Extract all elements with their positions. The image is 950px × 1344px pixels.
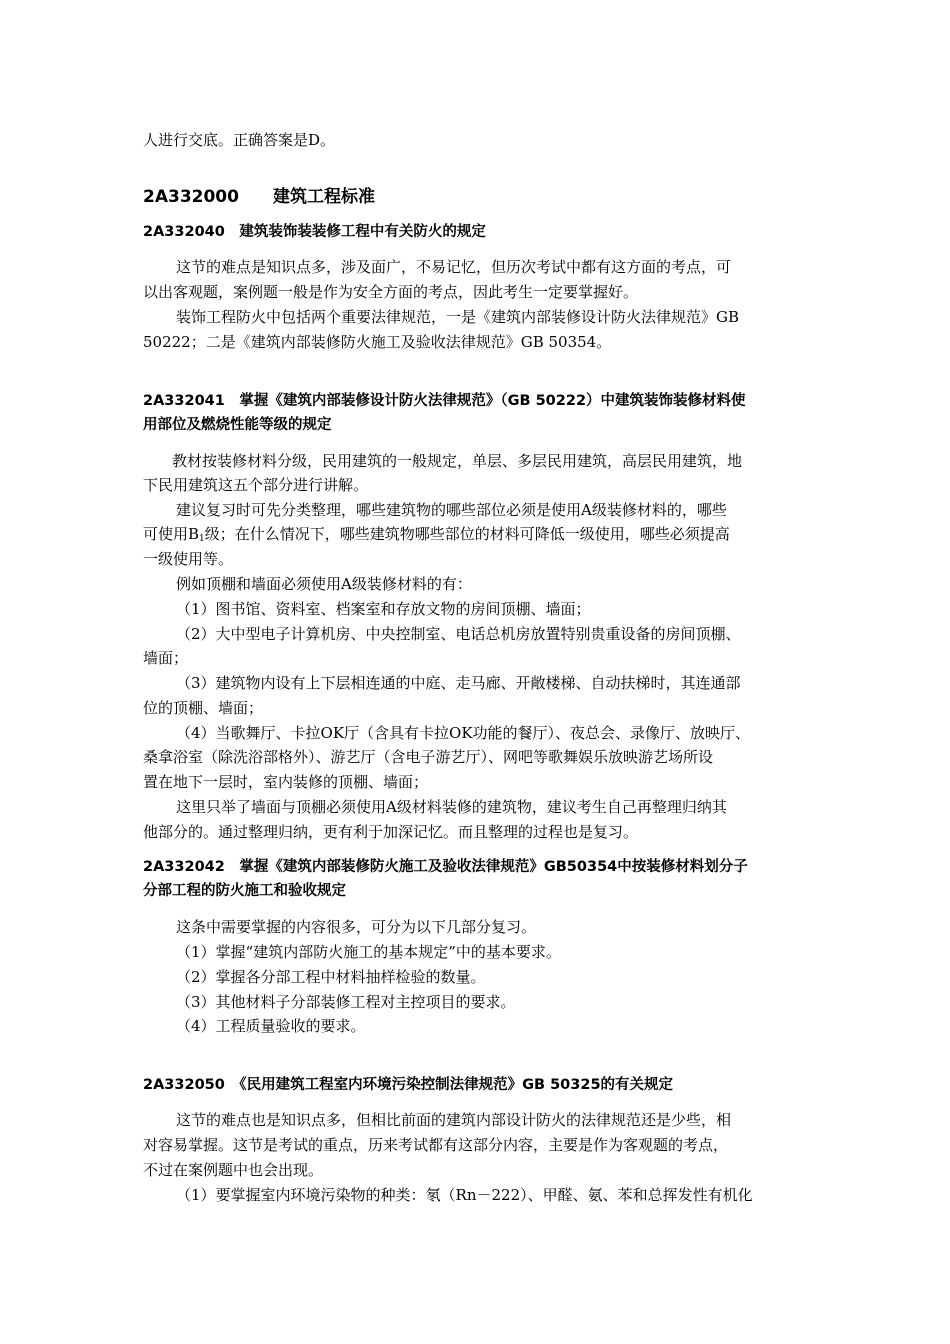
text-line: 这节的难点也是知识点多，但相比前面的建筑内部设计防火的法律规范还是少些，相	[176, 1111, 732, 1129]
text-line: 置在地下一层时，室内装修的顶棚、墙面；	[143, 773, 429, 791]
text-line: 位的顶棚、墙面；	[143, 699, 264, 717]
list-item: （3）其他材料子分部装修工程对主控项目的要求。	[176, 993, 516, 1011]
text-line: 人进行交底。正确答案是D。	[143, 131, 336, 149]
list-item: （2）掌握各分部工程中材料抽样检验的数量。	[176, 968, 486, 986]
text-line: 下民用建筑这五个部分进行讲解。	[143, 476, 369, 494]
text-line: 不过在案例题中也会出现。	[143, 1161, 324, 1179]
subsection-heading: 分部工程的防火施工和验收规定	[143, 883, 346, 899]
subsection-heading: 2A332041 掌握《建筑内部装修设计防火法律规范》（GB 50222）中建筑装饰装修材料使	[143, 393, 746, 409]
text-line: 对容易掌握。这节是考试的重点，历来考试都有这部分内容，主要是作为客观题的考点，	[143, 1136, 729, 1154]
list-item: （4）当歌舞厅、卡拉OK厅（含具有卡拉OK功能的餐厅）、夜总会、录像厅、放映厅、	[176, 724, 751, 742]
text-line: 他部分的。通过整理归纳，更有利于加深记忆。而且整理的过程也是复习。	[143, 823, 639, 841]
text-line: 这节的难点是知识点多，涉及面广，不易记忆，但历次考试中都有这方面的考点，可	[176, 258, 732, 276]
text-line	[143, 523, 730, 550]
text-line: 50222；二是《建筑内部装修防火施工及验收法律规范》GB 50354。	[143, 333, 612, 351]
text-line: 墙面；	[143, 649, 189, 667]
list-item: （1）要掌握室内环境污染物的种类：氡（Rn－222）、甲醛、氨、苯和总挥发性有机化	[176, 1186, 753, 1204]
text-line: 一级使用等。	[143, 550, 234, 568]
text-fragment: 可使用B	[143, 525, 200, 543]
text-line: 教材按装修材料分级，民用建筑的一般规定，单层、多层民用建筑，高层民用建筑，地	[172, 452, 743, 470]
list-item: （1）掌握“建筑内部防火施工的基本规定”中的基本要求。	[176, 943, 561, 961]
list-item: （1）图书馆、资料室、档案室和存放文物的房间顶棚、墙面；	[176, 600, 591, 618]
list-item: （4）工程质量验收的要求。	[176, 1017, 366, 1035]
list-item: （2）大中型电子计算机房、中央控制室、电话总机房放置特别贵重设备的房间顶棚、	[176, 625, 741, 643]
text-line: 以出客观题，案例题一般是作为安全方面的考点，因此考生一定要掌握好。	[143, 283, 639, 301]
list-item: （3）建筑物内设有上下层相连通的中庭、走马廊、开敞楼梯、自动扶梯时，其连通部	[176, 674, 741, 692]
subsection-heading: 2A332050 《民用建筑工程室内环境污染控制法律规范》GB 50325的有关规定	[143, 1077, 674, 1093]
subsection-heading: 2A332042 掌握《建筑内部装修防火施工及验收法律规范》GB50354中按装修材料划分子	[143, 859, 748, 875]
text-line: 这里只举了墙面与顶棚必须使用A级材料装修的建筑物，建议考生自己再整理归纳其	[176, 798, 727, 816]
subsection-heading: 2A332040 建筑装饰装装修工程中有关防火的规定	[143, 224, 486, 240]
text-line: 桑拿浴室（除洗浴部格外）、游艺厅（含电子游艺厅）、网吧等歌舞娱乐放映游艺场所设	[143, 748, 714, 766]
text-line: 装饰工程防火中包括两个重要法律规范，一是《建筑内部装修设计防火法律规范》GB	[176, 308, 740, 326]
subscript: 1	[199, 534, 205, 544]
subsection-heading: 用部位及燃烧性能等级的规定	[143, 417, 332, 433]
text-line: 建议复习时可先分类整理，哪些建筑物的哪些部位必须是使用A级装修材料的，哪些	[176, 501, 727, 519]
text-fragment: 级；在什么情况下，哪些建筑物哪些部位的材料可降低一级使用，哪些必须提高	[204, 525, 730, 543]
text-line: 这条中需要掌握的内容很多，可分为以下几部分复习。	[176, 918, 537, 936]
section-heading: 2A332000 建筑工程标准	[143, 187, 375, 207]
text-line: 例如顶棚和墙面必须使用A级装修材料的有：	[176, 575, 472, 593]
